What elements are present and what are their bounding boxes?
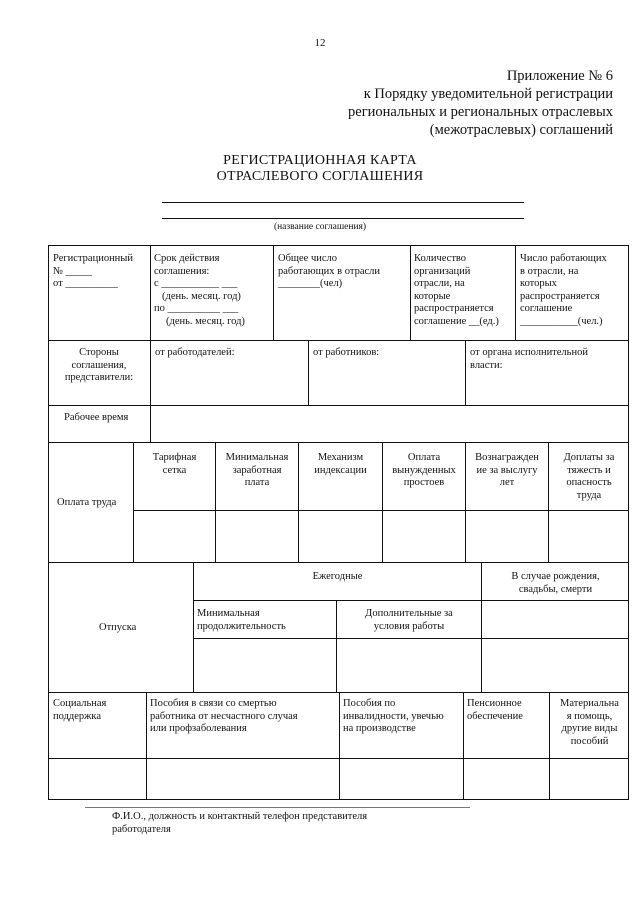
extra-line-1: Дополнительные за	[365, 608, 453, 619]
covered-line-3: которых	[520, 278, 557, 290]
col-divider	[465, 340, 466, 405]
reg-label: Регистрационный	[53, 253, 133, 264]
title-line-2: ОТРАСЛЕВОГО СОГЛАШЕНИЯ	[216, 169, 424, 184]
employees-rep-cell: от работников:	[313, 347, 380, 358]
orgs-line-4: которые	[414, 290, 451, 302]
extra-vacation-header	[337, 608, 481, 633]
death-benefit-header	[150, 698, 338, 736]
document-title	[0, 153, 640, 185]
col-divider	[150, 340, 151, 405]
downtime-line-3: простоев	[403, 477, 445, 489]
min-wage-line-1: Минимальная	[225, 452, 289, 463]
covered-line-4: распространяется	[520, 290, 600, 302]
social-line-1: Социальная	[53, 698, 107, 709]
parties-line-3: представители:	[64, 372, 134, 384]
covered-line-2: в отрасли, на	[520, 265, 579, 277]
row-divider	[48, 562, 629, 563]
seniority-line-2: ие за выслугу	[476, 464, 538, 476]
pension-line-2: обеспечение	[467, 710, 523, 722]
covered-workers-cell	[520, 253, 628, 329]
pension-line-1: Пенсионное	[467, 698, 522, 709]
appendix-note	[348, 67, 613, 139]
footer-line-1: Ф.И.О., должность и контактный телефон представителя	[112, 811, 368, 822]
orgs-field: соглашение __(ед.)	[414, 315, 499, 327]
parties-line-1: Стороны	[79, 347, 119, 358]
workers-label: Общее число	[278, 253, 338, 264]
social-line-2: поддержка	[53, 710, 102, 722]
col-divider	[146, 692, 147, 800]
seniority-line-3: лет	[499, 477, 515, 489]
col-divider	[308, 340, 309, 405]
total-workers-cell	[278, 253, 410, 291]
seniority-line-1: Вознагражден	[475, 452, 539, 463]
tariff-grid-header	[134, 452, 215, 477]
min-duration-line-2: продолжительность	[197, 620, 286, 632]
disability-benefit-header	[343, 698, 463, 736]
appendix-line-2: к Порядку уведомительной регистрации	[363, 86, 613, 102]
special-line-2: свадьбы, смерти	[518, 583, 593, 595]
extra-line-2: условия работы	[373, 620, 445, 632]
term-label-2: соглашения:	[154, 265, 210, 277]
hazard-line-3: опасность	[566, 477, 612, 489]
hazard-pay-header	[549, 452, 629, 502]
downtime-line-2: вынужденных	[392, 464, 456, 476]
death-line-3: или профзаболевания	[150, 723, 247, 735]
col-divider	[150, 245, 151, 340]
hazard-line-1: Доплаты за	[563, 452, 615, 463]
covered-line-1: Число работающих	[520, 253, 607, 264]
authority-line-1: от органа исполнительной	[470, 347, 588, 358]
representative-caption	[112, 810, 367, 836]
annual-vacation-header: Ежегодные	[312, 571, 363, 582]
tariff-line-1: Тарифная	[152, 452, 197, 463]
material-line-4: пособий	[570, 735, 609, 747]
covered-line-5: соглашение	[520, 303, 573, 315]
social-support-label	[53, 698, 106, 723]
authority-rep-cell	[470, 347, 628, 372]
death-line-1: Пособия в связи со смертью	[150, 698, 277, 709]
signature-line	[85, 807, 470, 808]
orgs-line-1: Количество	[414, 253, 467, 264]
authority-line-2: власти:	[470, 359, 503, 371]
col-divider	[515, 245, 516, 340]
special-vacation-header	[482, 571, 629, 596]
min-duration-header	[197, 608, 335, 633]
pension-header	[467, 698, 549, 723]
validity-term-cell	[154, 253, 272, 329]
wages-label: Оплата труда	[57, 497, 117, 508]
col-divider	[273, 245, 274, 340]
row-divider	[48, 442, 629, 443]
name-caption: (название соглашения)	[273, 222, 367, 232]
term-from-field: с ___________ ___	[154, 278, 238, 290]
name-underline-2	[162, 218, 524, 219]
death-line-2: работника от несчастного случая	[150, 710, 298, 722]
term-to-hint: (день. месяц. год)	[166, 315, 245, 327]
disability-line-1: Пособия по	[343, 698, 396, 709]
workers-label-2: работающих в отрасли	[278, 265, 381, 277]
indexation-line-1: Механизм	[317, 452, 364, 463]
organizations-count-cell	[414, 253, 514, 329]
cell-divider	[133, 510, 629, 511]
indexation-line-2: индексации	[314, 464, 367, 476]
material-aid-header	[550, 698, 629, 748]
cell-divider	[193, 600, 629, 601]
orgs-line-2: организаций	[414, 265, 471, 277]
orgs-line-3: отрасли, на	[414, 278, 465, 290]
title-line-1: РЕГИСТРАЦИОННАЯ КАРТА	[223, 153, 417, 168]
min-wage-header	[216, 452, 298, 490]
material-line-1: Материальна	[560, 698, 619, 709]
registration-number-cell	[53, 253, 133, 291]
disability-line-3: на производстве	[343, 723, 416, 735]
tariff-line-2: сетка	[162, 464, 187, 476]
reg-number-field: № _____	[53, 265, 92, 277]
downtime-pay-header	[383, 452, 465, 490]
seniority-bonus-header	[466, 452, 548, 490]
downtime-line-1: Оплата	[407, 452, 441, 463]
row-divider	[48, 405, 629, 406]
footer-line-2: работодателя	[112, 824, 171, 835]
orgs-line-5: распространяется	[414, 303, 494, 315]
employers-rep-cell: от работодателей:	[155, 347, 235, 358]
col-divider	[150, 405, 151, 442]
material-line-3: другие виды	[561, 723, 618, 735]
term-label: Срок действия	[154, 253, 220, 264]
covered-field: ___________(чел.)	[520, 315, 603, 327]
indexation-header	[299, 452, 382, 477]
col-divider	[410, 245, 411, 340]
parties-line-2: соглашения,	[71, 359, 127, 371]
vacations-label: Отпуска	[99, 622, 137, 633]
term-to-field: по __________ ___	[154, 303, 239, 315]
row-divider	[48, 340, 629, 341]
col-divider	[463, 692, 464, 800]
parties-label-cell	[49, 347, 149, 385]
min-wage-line-2: заработная	[232, 464, 282, 476]
appendix-line-3: региональных и региональных отраслевых	[348, 104, 613, 120]
workers-field: ________(чел)	[278, 278, 343, 290]
hazard-line-2: тяжесть и	[567, 464, 611, 476]
material-line-2: я помощь,	[566, 710, 613, 722]
special-line-1: В случае рождения,	[511, 571, 600, 582]
page-number: 12	[314, 37, 326, 49]
hazard-line-4: труда	[576, 489, 602, 501]
reg-date-field: от __________	[53, 278, 118, 290]
min-wage-line-3: плата	[244, 477, 270, 489]
cell-divider	[193, 638, 629, 639]
term-from-hint: (день. месяц. год)	[162, 290, 241, 302]
disability-line-2: инвалидности, увечью	[343, 710, 444, 722]
appendix-line-4: (межотраслевых) соглашений	[429, 122, 613, 138]
work-time-label: Рабочее время	[64, 412, 129, 423]
col-divider	[339, 692, 340, 800]
name-underline-1	[162, 202, 524, 203]
min-duration-line-1: Минимальная	[197, 608, 260, 619]
appendix-line-1: Приложение № 6	[506, 68, 613, 84]
